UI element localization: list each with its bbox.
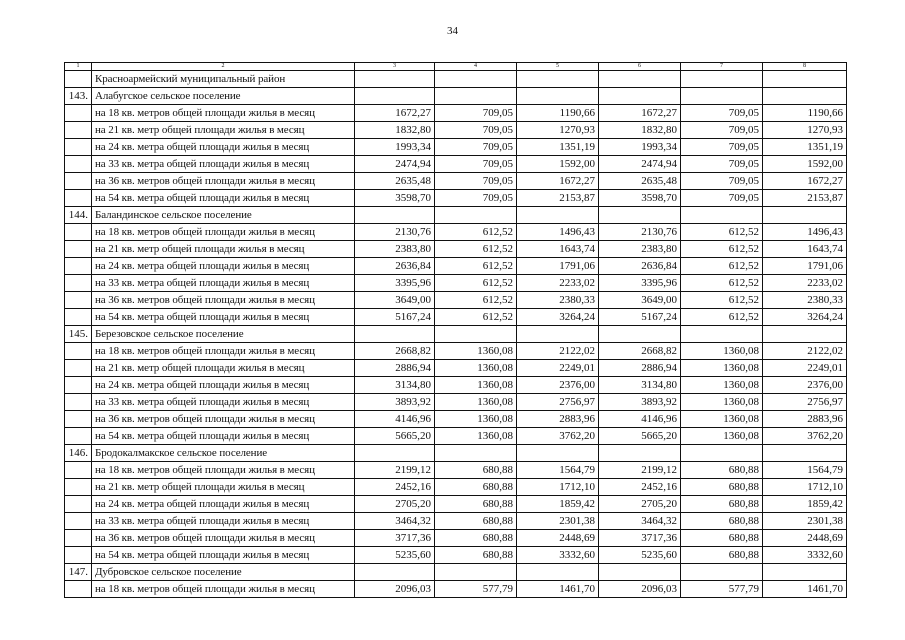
value-cell: 5665,20: [355, 428, 435, 445]
value-cell: 1712,10: [517, 479, 599, 496]
empty-cell: [435, 326, 517, 343]
value-cell: 612,52: [435, 258, 517, 275]
value-cell: 709,05: [681, 139, 763, 156]
empty-cell: [65, 292, 92, 309]
value-cell: 612,52: [435, 292, 517, 309]
value-cell: 1564,79: [763, 462, 847, 479]
value-cell: 1461,70: [517, 581, 599, 598]
empty-cell: [65, 173, 92, 190]
empty-cell: [65, 122, 92, 139]
value-cell: 1360,08: [681, 360, 763, 377]
value-cell: 2883,96: [763, 411, 847, 428]
value-cell: 612,52: [681, 258, 763, 275]
empty-cell: [65, 411, 92, 428]
empty-cell: [517, 445, 599, 462]
value-cell: 709,05: [435, 122, 517, 139]
empty-cell: [763, 88, 847, 105]
value-cell: 5167,24: [599, 309, 681, 326]
table-row: [65, 428, 847, 445]
value-cell: 1672,27: [517, 173, 599, 190]
empty-cell: [599, 326, 681, 343]
value-cell: 3395,96: [355, 275, 435, 292]
area-description: на 21 кв. метр общей площади жилья в месяц: [92, 479, 355, 496]
empty-cell: [517, 326, 599, 343]
empty-cell: [65, 139, 92, 156]
value-cell: 2301,38: [517, 513, 599, 530]
value-cell: 1672,27: [355, 105, 435, 122]
value-cell: 1712,10: [763, 479, 847, 496]
value-cell: 2705,20: [599, 496, 681, 513]
value-cell: 2886,94: [355, 360, 435, 377]
table-row: [65, 377, 847, 394]
column-number: 5: [517, 63, 599, 71]
value-cell: 2474,94: [599, 156, 681, 173]
value-cell: 3893,92: [355, 394, 435, 411]
settlement-name: Алабугское сельское поселение: [92, 88, 355, 105]
value-cell: 2383,80: [599, 241, 681, 258]
area-description: на 24 кв. метра общей площади жилья в месяц: [92, 258, 355, 275]
table-row: [65, 258, 847, 275]
table-row: [65, 360, 847, 377]
value-cell: 2452,16: [599, 479, 681, 496]
district-row: [65, 71, 847, 88]
value-cell: 612,52: [435, 241, 517, 258]
empty-cell: [681, 71, 763, 88]
table-row: [65, 479, 847, 496]
value-cell: 612,52: [681, 224, 763, 241]
area-description: на 36 кв. метров общей площади жилья в месяц: [92, 530, 355, 547]
value-cell: 3717,36: [355, 530, 435, 547]
value-cell: 2249,01: [763, 360, 847, 377]
value-cell: 680,88: [681, 462, 763, 479]
table-body: [65, 63, 847, 598]
value-cell: 709,05: [681, 190, 763, 207]
value-cell: 2380,33: [517, 292, 599, 309]
table-row: [65, 462, 847, 479]
value-cell: 1496,43: [517, 224, 599, 241]
table-row: [65, 139, 847, 156]
column-number-row: [65, 63, 847, 71]
empty-cell: [65, 496, 92, 513]
settlement-name: Баландинское сельское поселение: [92, 207, 355, 224]
empty-cell: [65, 394, 92, 411]
value-cell: 1832,80: [599, 122, 681, 139]
value-cell: 1360,08: [435, 394, 517, 411]
area-description: на 33 кв. метра общей площади жилья в месяц: [92, 275, 355, 292]
value-cell: 1351,19: [763, 139, 847, 156]
value-cell: 3264,24: [763, 309, 847, 326]
value-cell: 3893,92: [599, 394, 681, 411]
value-cell: 680,88: [435, 479, 517, 496]
value-cell: 1643,74: [763, 241, 847, 258]
value-cell: 4146,96: [355, 411, 435, 428]
empty-cell: [65, 275, 92, 292]
value-cell: 709,05: [435, 173, 517, 190]
area-description: на 18 кв. метров общей площади жилья в месяц: [92, 462, 355, 479]
value-cell: 3134,80: [599, 377, 681, 394]
value-cell: 680,88: [435, 530, 517, 547]
table-row: [65, 513, 847, 530]
table-row: [65, 105, 847, 122]
value-cell: 3649,00: [355, 292, 435, 309]
area-description: на 18 кв. метров общей площади жилья в месяц: [92, 581, 355, 598]
empty-cell: [435, 71, 517, 88]
empty-cell: [65, 241, 92, 258]
value-cell: 1270,93: [517, 122, 599, 139]
empty-cell: [599, 564, 681, 581]
empty-cell: [681, 326, 763, 343]
value-cell: 1360,08: [681, 343, 763, 360]
table-row: [65, 343, 847, 360]
settlement-name: Дубровское сельское поселение: [92, 564, 355, 581]
area-description: на 18 кв. метров общей площади жилья в месяц: [92, 224, 355, 241]
value-cell: 1672,27: [599, 105, 681, 122]
area-description: на 36 кв. метров общей площади жилья в месяц: [92, 292, 355, 309]
value-cell: 680,88: [435, 462, 517, 479]
area-description: на 54 кв. метра общей площади жилья в месяц: [92, 547, 355, 564]
value-cell: 2452,16: [355, 479, 435, 496]
table-row: [65, 122, 847, 139]
value-cell: 1791,06: [517, 258, 599, 275]
value-cell: 1859,42: [763, 496, 847, 513]
empty-cell: [65, 360, 92, 377]
value-cell: 1270,93: [763, 122, 847, 139]
area-description: на 33 кв. метра общей площади жилья в месяц: [92, 513, 355, 530]
value-cell: 680,88: [681, 496, 763, 513]
area-description: на 21 кв. метр общей площади жилья в месяц: [92, 241, 355, 258]
empty-cell: [65, 377, 92, 394]
empty-cell: [65, 513, 92, 530]
empty-cell: [65, 156, 92, 173]
empty-cell: [65, 224, 92, 241]
value-cell: 2096,03: [355, 581, 435, 598]
value-cell: 2635,48: [355, 173, 435, 190]
value-cell: 612,52: [681, 292, 763, 309]
value-cell: 1564,79: [517, 462, 599, 479]
value-cell: 612,52: [435, 275, 517, 292]
value-cell: 5167,24: [355, 309, 435, 326]
value-cell: 2130,76: [355, 224, 435, 241]
area-description: на 33 кв. метра общей площади жилья в месяц: [92, 156, 355, 173]
value-cell: 709,05: [435, 139, 517, 156]
area-description: на 36 кв. метров общей площади жилья в месяц: [92, 411, 355, 428]
value-cell: 2153,87: [517, 190, 599, 207]
value-cell: 2199,12: [355, 462, 435, 479]
value-cell: 680,88: [435, 547, 517, 564]
area-description: на 24 кв. метра общей площади жилья в месяц: [92, 139, 355, 156]
value-cell: 1461,70: [763, 581, 847, 598]
value-cell: 680,88: [681, 530, 763, 547]
empty-cell: [435, 88, 517, 105]
settlement-name: Березовское сельское поселение: [92, 326, 355, 343]
empty-cell: [435, 207, 517, 224]
value-cell: 1592,00: [517, 156, 599, 173]
value-cell: 2756,97: [517, 394, 599, 411]
value-cell: 577,79: [435, 581, 517, 598]
value-cell: 2130,76: [599, 224, 681, 241]
empty-cell: [763, 445, 847, 462]
empty-cell: [763, 326, 847, 343]
empty-cell: [65, 462, 92, 479]
table-row: [65, 241, 847, 258]
value-cell: 2668,82: [599, 343, 681, 360]
value-cell: 1190,66: [517, 105, 599, 122]
empty-cell: [517, 71, 599, 88]
empty-cell: [517, 564, 599, 581]
value-cell: 1190,66: [763, 105, 847, 122]
value-cell: 3464,32: [599, 513, 681, 530]
empty-cell: [763, 564, 847, 581]
empty-cell: [65, 547, 92, 564]
value-cell: 1360,08: [435, 343, 517, 360]
value-cell: 2233,02: [517, 275, 599, 292]
empty-cell: [355, 88, 435, 105]
settlement-header-row: [65, 445, 847, 462]
area-description: на 24 кв. метра общей площади жилья в месяц: [92, 496, 355, 513]
empty-cell: [65, 258, 92, 275]
value-cell: 3717,36: [599, 530, 681, 547]
value-cell: 4146,96: [599, 411, 681, 428]
area-description: на 54 кв. метра общей площади жилья в месяц: [92, 428, 355, 445]
area-description: на 18 кв. метров общей площади жилья в месяц: [92, 105, 355, 122]
empty-cell: [435, 445, 517, 462]
value-cell: 709,05: [681, 105, 763, 122]
column-number: 1: [65, 63, 92, 71]
column-number: 3: [355, 63, 435, 71]
value-cell: 3464,32: [355, 513, 435, 530]
table-row: [65, 530, 847, 547]
row-number: 147.: [65, 564, 92, 581]
value-cell: 3134,80: [355, 377, 435, 394]
empty-cell: [763, 207, 847, 224]
empty-cell: [65, 71, 92, 88]
value-cell: 680,88: [681, 547, 763, 564]
value-cell: 1791,06: [763, 258, 847, 275]
value-cell: 2448,69: [517, 530, 599, 547]
value-cell: 2474,94: [355, 156, 435, 173]
value-cell: 1592,00: [763, 156, 847, 173]
row-number: 144.: [65, 207, 92, 224]
value-cell: 680,88: [681, 479, 763, 496]
table-row: [65, 190, 847, 207]
value-cell: 1360,08: [681, 394, 763, 411]
area-description: на 24 кв. метра общей площади жилья в месяц: [92, 377, 355, 394]
value-cell: 2122,02: [517, 343, 599, 360]
value-cell: 2376,00: [763, 377, 847, 394]
table-row: [65, 394, 847, 411]
value-cell: 612,52: [681, 309, 763, 326]
value-cell: 612,52: [681, 275, 763, 292]
value-cell: 1859,42: [517, 496, 599, 513]
page-number: 34: [447, 25, 458, 37]
table-row: [65, 411, 847, 428]
area-description: на 21 кв. метр общей площади жилья в месяц: [92, 360, 355, 377]
value-cell: 1832,80: [355, 122, 435, 139]
value-cell: 1496,43: [763, 224, 847, 241]
table-row: [65, 581, 847, 598]
value-cell: 1360,08: [681, 377, 763, 394]
value-cell: 1360,08: [435, 411, 517, 428]
empty-cell: [355, 207, 435, 224]
table-row: [65, 156, 847, 173]
empty-cell: [681, 207, 763, 224]
value-cell: 2636,84: [599, 258, 681, 275]
value-cell: 5235,60: [599, 547, 681, 564]
table-row: [65, 309, 847, 326]
value-cell: 1360,08: [681, 428, 763, 445]
empty-cell: [517, 88, 599, 105]
value-cell: 1993,34: [599, 139, 681, 156]
empty-cell: [599, 88, 681, 105]
empty-cell: [65, 105, 92, 122]
area-description: на 18 кв. метров общей площади жилья в месяц: [92, 343, 355, 360]
value-cell: 3264,24: [517, 309, 599, 326]
value-cell: 1360,08: [435, 377, 517, 394]
settlement-header-row: [65, 326, 847, 343]
area-description: на 54 кв. метра общей площади жилья в месяц: [92, 309, 355, 326]
empty-cell: [65, 343, 92, 360]
value-cell: 2668,82: [355, 343, 435, 360]
value-cell: 680,88: [435, 513, 517, 530]
value-cell: 1360,08: [681, 411, 763, 428]
value-cell: 2096,03: [599, 581, 681, 598]
table-row: [65, 292, 847, 309]
empty-cell: [65, 530, 92, 547]
value-cell: 1360,08: [435, 428, 517, 445]
value-cell: 2301,38: [763, 513, 847, 530]
empty-cell: [65, 428, 92, 445]
empty-cell: [681, 445, 763, 462]
value-cell: 3332,60: [763, 547, 847, 564]
value-cell: 709,05: [681, 122, 763, 139]
value-cell: 2383,80: [355, 241, 435, 258]
empty-cell: [355, 564, 435, 581]
value-cell: 2380,33: [763, 292, 847, 309]
settlement-name: Бродокалмакское сельское поселение: [92, 445, 355, 462]
value-cell: 3332,60: [517, 547, 599, 564]
table-row: [65, 224, 847, 241]
empty-cell: [65, 309, 92, 326]
row-number: 145.: [65, 326, 92, 343]
value-cell: 1360,08: [435, 360, 517, 377]
empty-cell: [355, 71, 435, 88]
empty-cell: [599, 207, 681, 224]
value-cell: 5665,20: [599, 428, 681, 445]
value-cell: 2705,20: [355, 496, 435, 513]
value-cell: 3395,96: [599, 275, 681, 292]
value-cell: 680,88: [435, 496, 517, 513]
table-row: [65, 547, 847, 564]
value-cell: 1993,34: [355, 139, 435, 156]
area-description: на 33 кв. метра общей площади жилья в месяц: [92, 394, 355, 411]
empty-cell: [65, 581, 92, 598]
empty-cell: [65, 479, 92, 496]
column-number: 4: [435, 63, 517, 71]
value-cell: 612,52: [681, 241, 763, 258]
value-cell: 577,79: [681, 581, 763, 598]
value-cell: 2636,84: [355, 258, 435, 275]
value-cell: 612,52: [435, 224, 517, 241]
value-cell: 709,05: [435, 190, 517, 207]
value-cell: 2249,01: [517, 360, 599, 377]
table-row: [65, 173, 847, 190]
value-cell: 680,88: [681, 513, 763, 530]
value-cell: 3762,20: [517, 428, 599, 445]
value-cell: 2756,97: [763, 394, 847, 411]
empty-cell: [355, 445, 435, 462]
table-row: [65, 496, 847, 513]
value-cell: 3762,20: [763, 428, 847, 445]
value-cell: 3649,00: [599, 292, 681, 309]
row-number: 146.: [65, 445, 92, 462]
area-description: на 54 кв. метра общей площади жилья в месяц: [92, 190, 355, 207]
value-cell: 2122,02: [763, 343, 847, 360]
value-cell: 3598,70: [599, 190, 681, 207]
value-cell: 2376,00: [517, 377, 599, 394]
column-number: 6: [599, 63, 681, 71]
column-number: 7: [681, 63, 763, 71]
value-cell: 5235,60: [355, 547, 435, 564]
value-cell: 1672,27: [763, 173, 847, 190]
row-number: 143.: [65, 88, 92, 105]
value-cell: 2448,69: [763, 530, 847, 547]
empty-cell: [517, 207, 599, 224]
empty-cell: [681, 564, 763, 581]
value-cell: 2883,96: [517, 411, 599, 428]
value-cell: 1351,19: [517, 139, 599, 156]
value-cell: 709,05: [435, 156, 517, 173]
value-cell: 709,05: [435, 105, 517, 122]
empty-cell: [65, 190, 92, 207]
value-cell: 2233,02: [763, 275, 847, 292]
empty-cell: [599, 445, 681, 462]
value-cell: 612,52: [435, 309, 517, 326]
settlement-header-row: [65, 88, 847, 105]
settlement-header-row: [65, 564, 847, 581]
table-row: [65, 275, 847, 292]
empty-cell: [355, 326, 435, 343]
value-cell: 709,05: [681, 173, 763, 190]
value-cell: 2635,48: [599, 173, 681, 190]
value-cell: 3598,70: [355, 190, 435, 207]
area-description: на 36 кв. метров общей площади жилья в месяц: [92, 173, 355, 190]
settlement-header-row: [65, 207, 847, 224]
area-description: на 21 кв. метр общей площади жилья в месяц: [92, 122, 355, 139]
empty-cell: [681, 88, 763, 105]
value-cell: 709,05: [681, 156, 763, 173]
district-name: Красноармейский муниципальный район: [92, 71, 355, 88]
value-cell: 2886,94: [599, 360, 681, 377]
empty-cell: [435, 564, 517, 581]
value-cell: 2199,12: [599, 462, 681, 479]
empty-cell: [763, 71, 847, 88]
value-cell: 1643,74: [517, 241, 599, 258]
column-number: 2: [92, 63, 355, 71]
empty-cell: [599, 71, 681, 88]
tariff-table: [64, 62, 847, 598]
column-number: 8: [763, 63, 847, 71]
value-cell: 2153,87: [763, 190, 847, 207]
